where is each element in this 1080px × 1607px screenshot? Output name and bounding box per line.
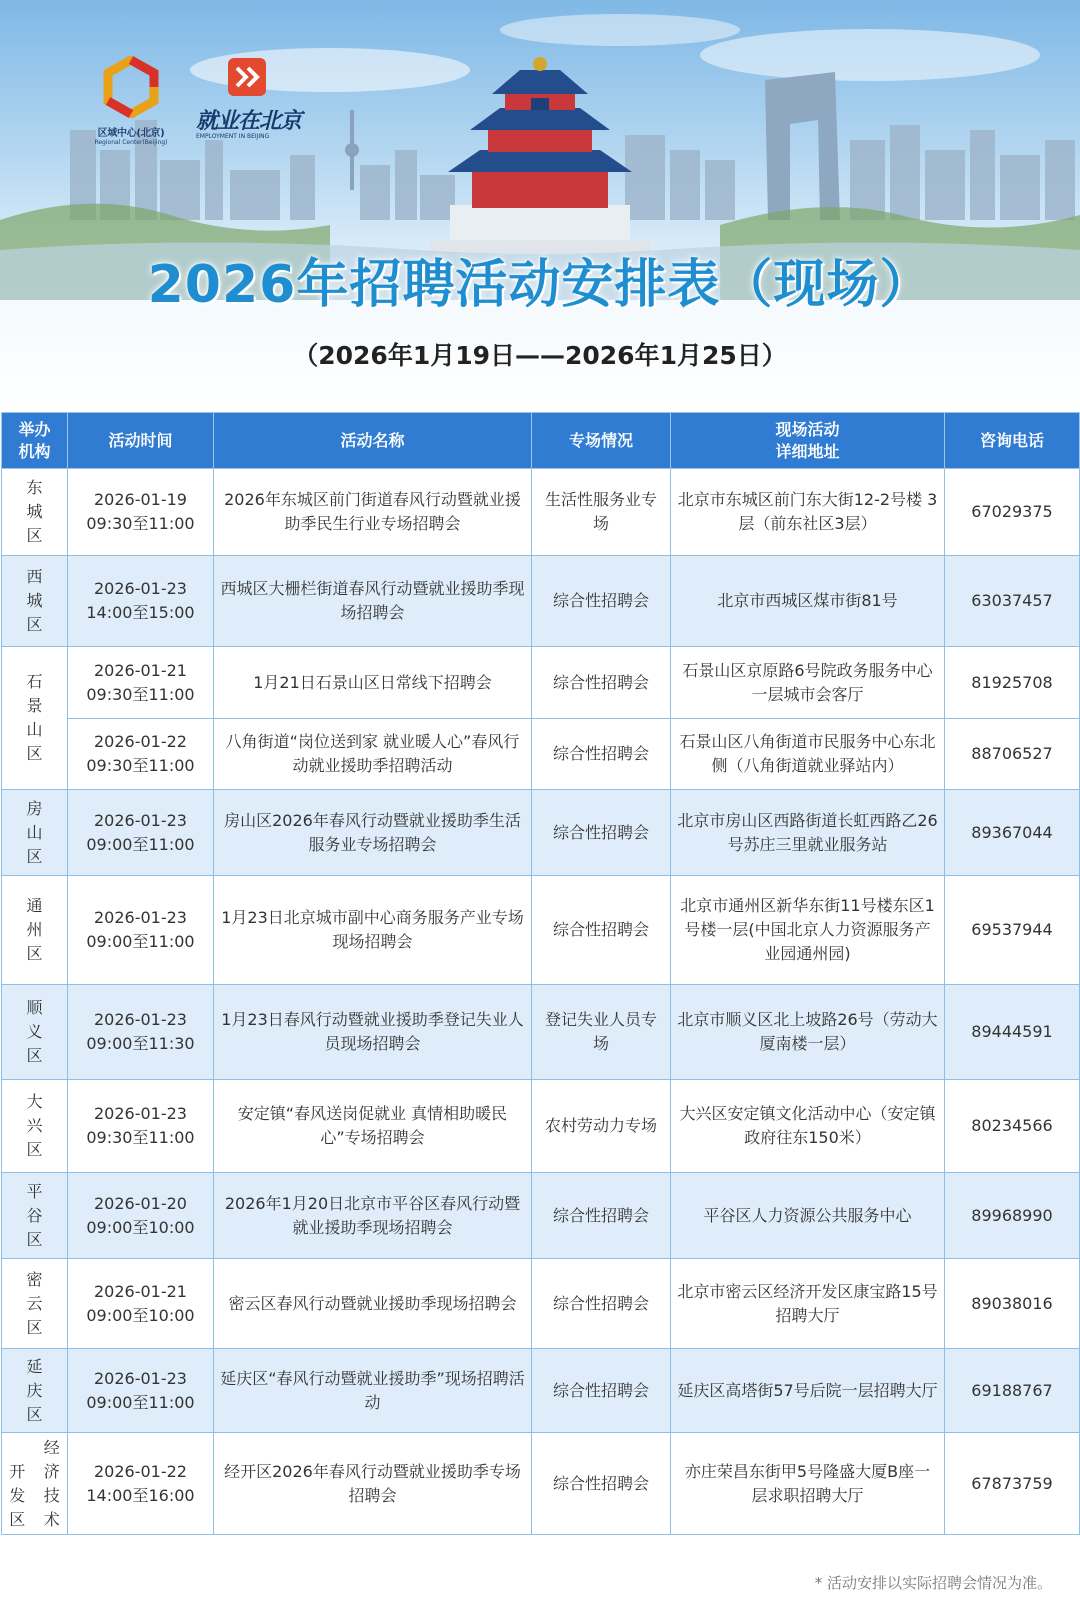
column-header-phone: 咨询电话: [945, 413, 1080, 469]
column-header-time: 活动时间: [68, 413, 214, 469]
event-date: 2026-01-23: [94, 1010, 187, 1029]
event-name-cell: 房山区2026年春风行动暨就业援助季生活服务业专场招聘会: [214, 790, 532, 876]
district-name: 延庆区: [26, 1356, 43, 1424]
phone-cell: 69537944: [945, 876, 1080, 985]
time-cell: [68, 469, 214, 556]
event-date: 2026-01-21: [94, 660, 187, 680]
logo-left-subtitle: Regional Center(Beijing): [94, 139, 168, 146]
table-row: [2, 1349, 1080, 1433]
logo-left-title: 区域中心(北京): [97, 128, 165, 139]
employment-in-beijing-logo: [196, 56, 306, 140]
event-date: 2026-01-19: [94, 490, 187, 509]
table-row: [2, 1080, 1080, 1173]
address-cell: 北京市房山区西路街道长虹西路乙26号苏庄三里就业服务站: [671, 790, 945, 876]
event-hours: 09:00至11:30: [86, 1034, 195, 1053]
logo-right-subtitle: EMPLOYMENT IN BEIJING: [196, 133, 270, 140]
table-row: [2, 985, 1080, 1080]
event-date: 2026-01-21: [94, 1281, 187, 1301]
district-name-part2: 开发区: [9, 1461, 26, 1529]
table-row: [2, 876, 1080, 985]
time-cell: [68, 790, 214, 876]
district-name: 大兴区: [26, 1092, 43, 1159]
event-name-cell: 2026年1月20日北京市平谷区春风行动暨就业援助季现场招聘会: [214, 1173, 532, 1259]
time-cell: [68, 1080, 214, 1173]
date-range-subtitle: （2026年1月19日——2026年1月25日）: [293, 341, 787, 370]
event-hours: 14:00至15:00: [86, 603, 195, 622]
table-row: [2, 719, 1080, 790]
event-hours: 09:00至11:00: [86, 834, 195, 854]
organizer-cell: [2, 790, 68, 876]
phone-cell: 89444591: [945, 985, 1080, 1080]
address-cell: 北京市密云区经济开发区康宝路15号招聘大厅: [671, 1259, 945, 1349]
event-type-cell: 综合性招聘会: [532, 556, 671, 647]
district-name: 房山区: [26, 798, 43, 866]
event-hours: 09:30至11:00: [86, 1128, 195, 1147]
address-cell: 石景山区京原路6号院政务服务中心一层城市会客厅: [671, 647, 945, 719]
event-type-cell: 综合性招聘会: [532, 719, 671, 790]
event-name-cell: 密云区春风行动暨就业援助季现场招聘会: [214, 1259, 532, 1349]
event-type-cell: 综合性招聘会: [532, 647, 671, 719]
employment-in-beijing-logo-icon: [226, 56, 268, 98]
address-cell: 大兴区安定镇文化活动中心（安定镇政府往东150米）: [671, 1080, 945, 1173]
district-name: 西城区: [26, 567, 43, 634]
phone-cell: 81925708: [945, 647, 1080, 719]
time-cell: [68, 876, 214, 985]
event-hours: 09:00至11:00: [86, 1392, 195, 1412]
time-cell: [68, 1349, 214, 1433]
event-type-cell: 农村劳动力专场: [532, 1080, 671, 1173]
event-date: 2026-01-23: [94, 810, 187, 830]
event-type-cell: 综合性招聘会: [532, 1349, 671, 1433]
time-cell: [68, 719, 214, 790]
organizer-cell: [2, 1173, 68, 1259]
phone-cell: 88706527: [945, 719, 1080, 790]
table-row: [2, 1173, 1080, 1259]
event-name-cell: 经开区2026年春风行动暨就业援助季专场招聘会: [214, 1433, 532, 1535]
column-header-address: 现场活动 详细地址: [671, 413, 945, 469]
event-type-cell: 登记失业人员专场: [532, 985, 671, 1080]
column-header-organizer: 举办 机构: [2, 413, 68, 469]
event-hours: 09:30至11:00: [86, 756, 195, 775]
header-banner: [0, 0, 1080, 418]
event-date: 2026-01-23: [94, 1368, 187, 1388]
table-row: [2, 1259, 1080, 1349]
event-name-cell: 1月21日石景山区日常线下招聘会: [214, 647, 532, 719]
district-name: 密云区: [26, 1269, 43, 1337]
event-hours: 09:00至10:00: [86, 1217, 195, 1237]
event-hours: 09:30至11:00: [86, 684, 195, 704]
organizer-cell: [2, 985, 68, 1080]
event-date: 2026-01-20: [94, 1193, 187, 1213]
organizer-cell: [2, 1259, 68, 1349]
event-type-cell: 综合性招聘会: [532, 876, 671, 985]
organizer-cell: [2, 1433, 68, 1535]
recruitment-schedule-table: [1, 412, 1080, 1535]
address-cell: 亦庄荣昌东街甲5号隆盛大厦B座一层求职招聘大厅: [671, 1433, 945, 1535]
time-cell: [68, 985, 214, 1080]
event-hours: 14:00至16:00: [86, 1485, 195, 1505]
event-type-cell: 生活性服务业专场: [532, 469, 671, 556]
phone-cell: 69188767: [945, 1349, 1080, 1433]
address-cell: 石景山区八角街道市民服务中心东北侧（八角街道就业驿站内）: [671, 719, 945, 790]
event-hours: 09:30至11:00: [86, 514, 195, 533]
event-name-cell: 1月23日春风行动暨就业援助季登记失业人员现场招聘会: [214, 985, 532, 1080]
event-type-cell: 综合性招聘会: [532, 790, 671, 876]
address-cell: 北京市东城区前门东大街12-2号楼 3层（前东社区3层）: [671, 469, 945, 556]
district-name: 东城区: [26, 478, 43, 545]
event-type-cell: 综合性招聘会: [532, 1259, 671, 1349]
district-name: 石景山区: [26, 672, 43, 763]
address-cell: 北京市通州区新华东街11号楼东区1号楼一层(中国北京人力资源服务产业园通州园): [671, 876, 945, 985]
event-name-cell: 延庆区“春风行动暨就业援助季”现场招聘活动: [214, 1349, 532, 1433]
time-cell: [68, 1173, 214, 1259]
table-row: [2, 556, 1080, 647]
phone-cell: 89367044: [945, 790, 1080, 876]
event-hours: 09:00至10:00: [86, 1305, 195, 1325]
event-type-cell: 综合性招聘会: [532, 1433, 671, 1535]
address-cell: 北京市顺义区北上坡路26号（劳动大厦南楼一层）: [671, 985, 945, 1080]
phone-cell: 67873759: [945, 1433, 1080, 1535]
time-cell: [68, 647, 214, 719]
address-cell: 北京市西城区煤市街81号: [671, 556, 945, 647]
organizer-cell: [2, 469, 68, 556]
table-row: [2, 1433, 1080, 1535]
event-date: 2026-01-23: [94, 908, 187, 927]
organizer-cell: [2, 1349, 68, 1433]
event-date: 2026-01-23: [94, 579, 187, 598]
page-title: 2026年招聘活动安排表（现场）: [147, 255, 933, 315]
event-name-cell: 安定镇“春风送岗促就业 真情相助暖民心”专场招聘会: [214, 1080, 532, 1173]
time-cell: [68, 1433, 214, 1535]
time-cell: [68, 556, 214, 647]
event-hours: 09:00至11:00: [86, 932, 195, 951]
phone-cell: 80234566: [945, 1080, 1080, 1173]
footnote: * 活动安排以实际招聘会情况为准。: [814, 1574, 1052, 1592]
address-cell: 延庆区高塔街57号后院一层招聘大厅: [671, 1349, 945, 1433]
event-type-cell: 综合性招聘会: [532, 1173, 671, 1259]
district-name: 通州区: [26, 896, 43, 963]
regional-center-logo-icon: [100, 56, 162, 118]
event-date: 2026-01-23: [94, 1104, 187, 1123]
district-name-part1: 经济技术: [43, 1437, 60, 1529]
event-name-cell: 1月23日北京城市副中心商务服务产业专场现场招聘会: [214, 876, 532, 985]
event-name-cell: 八角街道“岗位送到家 就业暖人心”春风行动就业援助季招聘活动: [214, 719, 532, 790]
table-row: [2, 647, 1080, 719]
table-row: [2, 469, 1080, 556]
organizer-cell: [2, 647, 68, 790]
event-date: 2026-01-22: [94, 732, 187, 751]
column-header-name: 活动名称: [214, 413, 532, 469]
regional-center-logo: [86, 56, 176, 146]
logo-right-title: 就业在北京: [196, 109, 302, 134]
event-name-cell: 2026年东城区前门街道春风行动暨就业援助季民生行业专场招聘会: [214, 469, 532, 556]
table-header-row: [2, 413, 1080, 469]
phone-cell: 89038016: [945, 1259, 1080, 1349]
event-date: 2026-01-22: [94, 1461, 187, 1481]
phone-cell: 67029375: [945, 469, 1080, 556]
address-cell: 平谷区人力资源公共服务中心: [671, 1173, 945, 1259]
event-name-cell: 西城区大栅栏街道春风行动暨就业援助季现场招聘会: [214, 556, 532, 647]
phone-cell: 89968990: [945, 1173, 1080, 1259]
organizer-cell: [2, 556, 68, 647]
phone-cell: 63037457: [945, 556, 1080, 647]
time-cell: [68, 1259, 214, 1349]
table-row: [2, 790, 1080, 876]
organizer-cell: [2, 1080, 68, 1173]
district-name: 顺义区: [26, 998, 43, 1065]
organizer-cell: [2, 876, 68, 985]
district-name: 平谷区: [26, 1181, 43, 1249]
column-header-type: 专场情况: [532, 413, 671, 469]
